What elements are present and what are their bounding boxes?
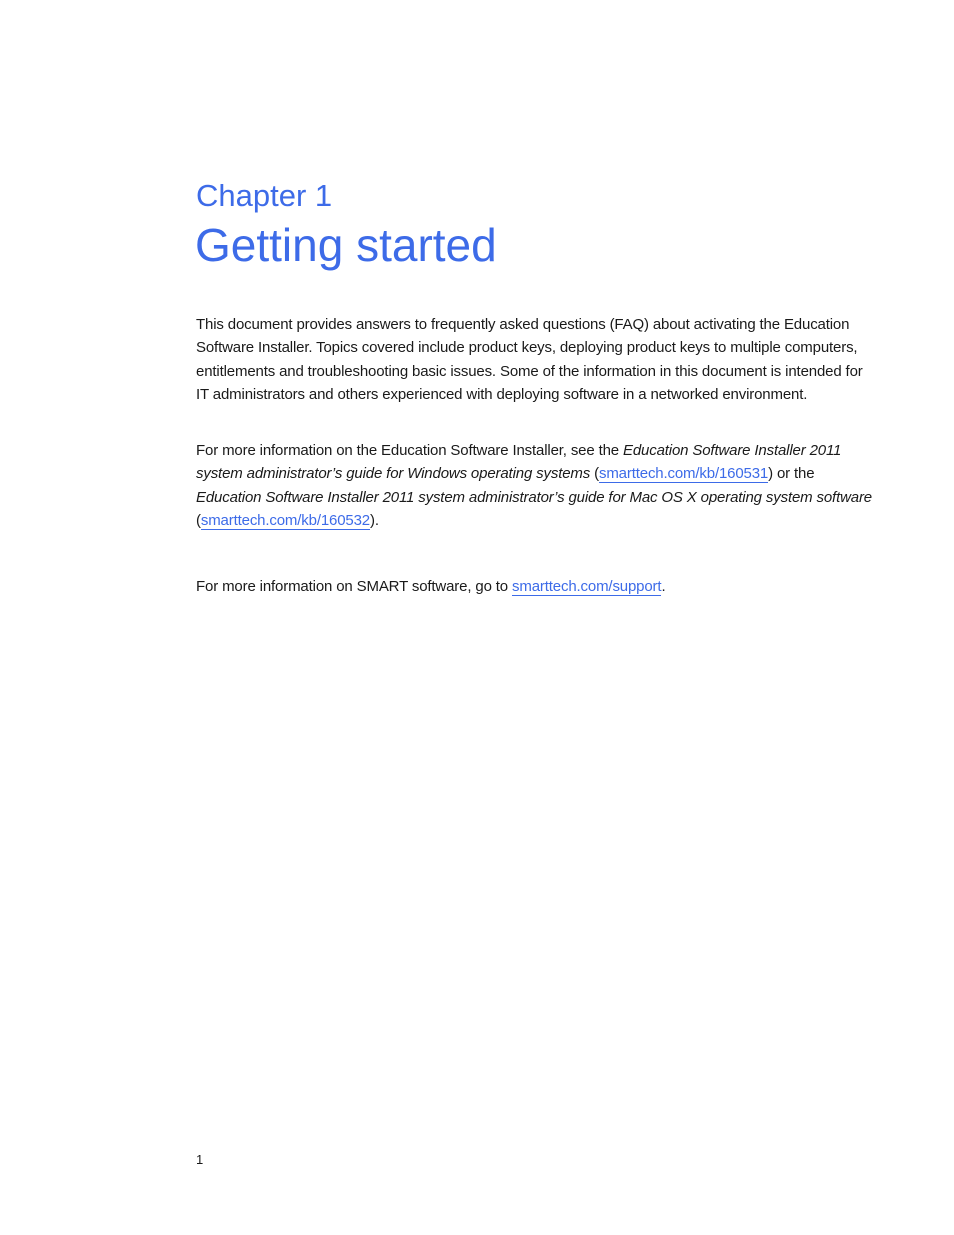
support-paragraph-text	[196, 575, 876, 598]
support-period: .	[661, 578, 666, 595]
page-number: 1	[196, 1152, 204, 1167]
support-paragraph	[196, 575, 876, 598]
mac-guide-title: Education Software Installer 2011 system administrator’s guide for Mac OS X operating system software	[196, 488, 873, 506]
more-info-lead: For more information on the Education Software Installer, see the	[196, 442, 623, 459]
intro-paragraph	[196, 313, 876, 407]
windows-guide-link[interactable]: smarttech.com/kb/160531	[598, 465, 769, 483]
closing-text: ).	[370, 512, 379, 530]
chapter-label: Chapter 1	[196, 178, 333, 213]
support-lead: For more information on SMART software, go to	[196, 578, 513, 595]
support-link[interactable]: smarttech.com/support	[512, 578, 662, 595]
more-info-paragraph-text	[196, 439, 876, 533]
chapter-title: Getting started	[195, 219, 497, 271]
mac-guide-link[interactable]: smarttech.com/kb/160532	[200, 512, 370, 530]
or-the-text: ) or the	[768, 465, 815, 483]
open-paren: (	[590, 465, 599, 483]
intro-paragraph-text: This document provides answers to frequently asked questions (FAQ) about activating the Education Software Installer. Topics covered include product keys, deploying product keys to multiple computers, entitlements and troubleshooting basic issues. Some of the information in this document is intended for IT administrators and others experienced with deploying software in a networked environment.	[196, 316, 863, 404]
windows-guide-title: Education Software Installer 2011 system administrator’s guide for Windows operating systems	[196, 442, 842, 483]
open-paren: (	[196, 512, 201, 530]
more-info-paragraph	[196, 439, 876, 533]
